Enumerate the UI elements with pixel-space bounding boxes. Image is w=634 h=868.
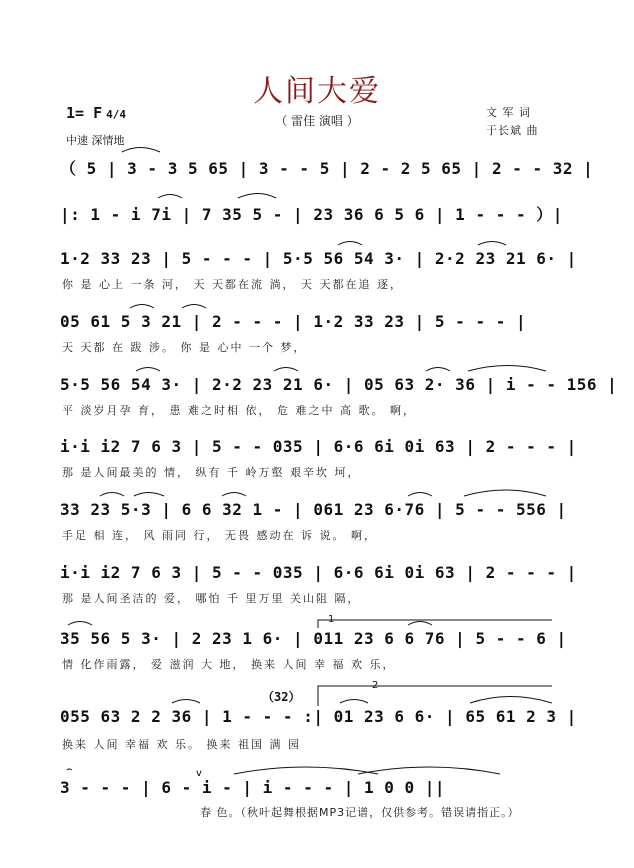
slur-mark: [122, 148, 160, 153]
volta-2-label: 2: [372, 680, 379, 691]
time-signature: 4/4: [106, 108, 126, 121]
slur-mark: [478, 242, 506, 246]
volta-1-bracket: [318, 620, 552, 628]
slur-mark: [130, 305, 154, 309]
lyric-line-3: 你 是 心上 一条 河， 天 天都在流 淌， 天 天都在追 逐，: [62, 278, 403, 291]
volta-1-label: 1: [328, 614, 335, 625]
volta-2-bracket: [318, 686, 552, 706]
staff-line-2: |: 1 - i 7i | 7 35 5 - | 23 36 6 5 6 | 1 - - - ）|: [60, 205, 563, 224]
lyric-line-9: 情 化作雨露， 爱 滋润 大 地， 换来 人间 幸 福 欢 乐，: [62, 658, 396, 671]
lyricist-credit: 文 军 词: [486, 106, 531, 119]
slur-mark: [238, 194, 276, 199]
slur-mark: [464, 490, 546, 496]
slur-mark: [158, 195, 182, 199]
performer-credit: （ 雷佳 演唱 ）: [275, 114, 359, 128]
key-signature: [66, 104, 126, 122]
staff-line-8: i·i i2 7 6 3 | 5 - - 035 | 6·6 6i 0i 63 | 2 - - - |: [60, 563, 577, 582]
breath-mark: v: [196, 768, 202, 779]
lyric-line-10: 换来 人间 幸福 欢 乐。 换来 祖国 满 园: [62, 738, 301, 751]
staff-line-7: 33 23 5·3 | 6 6 32 1 - | 061 23 6·76 | 5 - - 556 |: [60, 500, 567, 519]
staff-line-9: 35 56 5 3· | 2 23 1 6· | 011 23 6 6 76 | 5 - - 6 |: [60, 629, 567, 648]
tie-mark: [234, 767, 378, 774]
staff-line-5: 5·5 56 54 3· | 2·2 23 21 6· | 05 63 2· 36 | i - - 156 |: [60, 375, 618, 394]
slur-mark: [136, 368, 160, 372]
staff-line-1: （ 5 | 3 - 3 5 65 | 3 - - 5 | 2 - 2 5 65 | 2 - - 32 |: [60, 159, 594, 178]
slur-mark: [100, 493, 124, 497]
key-value: 1= F: [66, 104, 103, 122]
slur-mark: [172, 700, 200, 704]
slur-mark: [134, 493, 164, 497]
tie-mark: [358, 767, 500, 774]
slur-mark: [222, 493, 246, 497]
lyric-line-6: 那 是人间最美的 情， 纵有 千 岭万壑 艰辛坎 坷，: [62, 466, 361, 479]
slur-mark: [338, 242, 362, 246]
slur-mark: [426, 368, 450, 372]
slur-mark: [182, 305, 206, 309]
lyric-line-7: 手足 相 连， 风 雨同 行， 无畏 感动在 诉 说。 啊，: [62, 529, 377, 542]
cue-notes: （32）: [262, 690, 301, 704]
song-title: 人间大爱: [253, 74, 381, 109]
lyric-line-11: 春 色。（秋叶起舞根据MP3记谱，仅供参考。错误请指正。）: [200, 806, 520, 819]
slur-mark: [340, 700, 368, 704]
staff-line-10: 055 63 2 2 36 | 1 - - - :| 01 23 6 6· | 65 61 2 3 |: [60, 707, 577, 726]
slur-mark: [470, 697, 552, 704]
slur-mark: [408, 493, 432, 497]
slur-mark: [408, 622, 432, 626]
lyric-line-8: 那 是人间圣洁的 爱， 哪怕 千 里万里 关山阻 隔，: [62, 592, 361, 605]
staff-line-3: 1·2 33 23 | 5 - - - | 5·5 56 54 3· | 2·2 23 21 6· |: [60, 249, 577, 268]
staff-line-11: 3 - - - | 6 - i - | i - - - | 1 0 0 ||: [60, 778, 446, 797]
slur-mark: [68, 622, 92, 626]
staff-line-6: i·i i2 7 6 3 | 5 - - 035 | 6·6 6i 0i 63 | 2 - - - |: [60, 437, 577, 456]
staff-line-4: 05 61 5 3 21 | 2 - - - | 1·2 33 23 | 5 - - - |: [60, 312, 527, 331]
composer-credit: 于长斌 曲: [486, 124, 539, 137]
lyric-line-4: 天 天都 在 跋 涉。 你 是 心中 一个 梦，: [62, 341, 307, 354]
slur-mark: [468, 366, 546, 372]
lyric-line-5: 平 淡岁月孕 育， 患 难之时相 依， 危 难之中 高 歌。 啊，: [62, 404, 416, 417]
slur-mark: [274, 368, 298, 372]
tempo-marking: 中速 深情地: [66, 134, 125, 147]
fermata-mark: ⌢: [66, 764, 73, 775]
